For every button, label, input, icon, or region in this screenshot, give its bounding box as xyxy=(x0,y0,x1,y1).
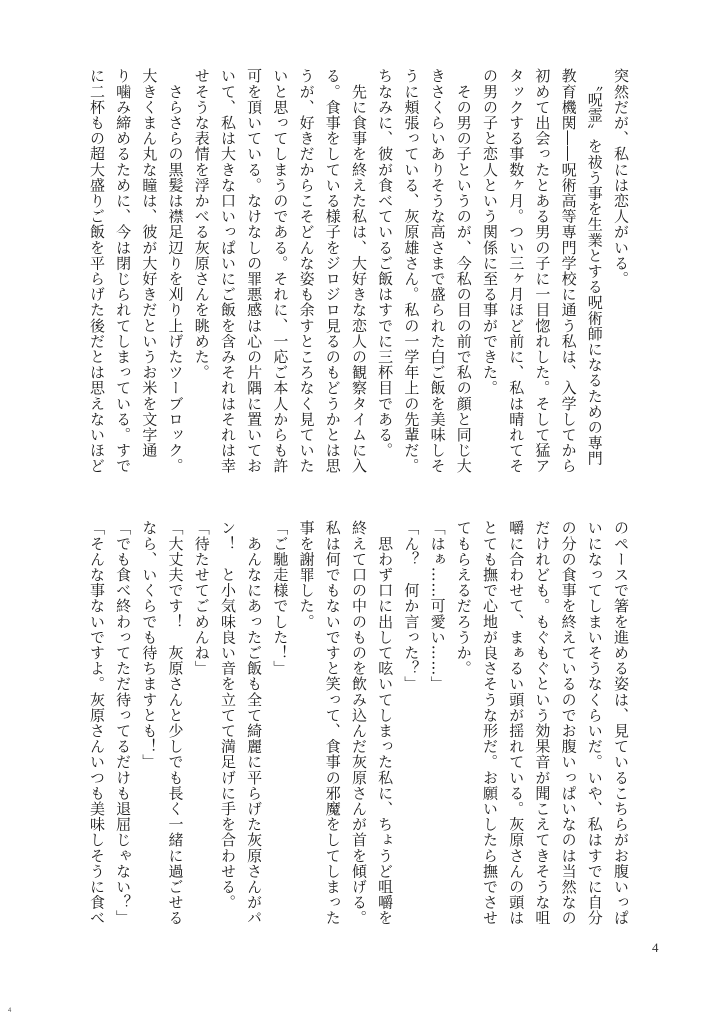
text-line: その男の子というのが、今私の目の前で私の顔と同じ大 xyxy=(454,68,473,474)
text-line: とても撫で心地が良さそうな形だ。お願いしたら撫でさせ xyxy=(480,520,499,926)
text-line: 大きくまん丸な瞳は、彼が大好きだというお米を文字通 xyxy=(140,68,159,458)
text-line: 「ん？ 何か言った？」 xyxy=(402,520,421,692)
text-line: る。食事をしている様子をジロジロ見るのもどうかとは思 xyxy=(323,68,342,474)
text-line: 私は何でもないですと笑って、食事の邪魔をしてしまった xyxy=(323,520,342,926)
text-line: 可を頂いている。なけなしの罪悪感は心の片隅に置いてお xyxy=(245,68,264,474)
text-line: いと思ってしまうのである。それに、一応ご本人からも許 xyxy=(271,68,290,474)
text-line: せそうな表情を浮かべる灰原さんを眺めた。 xyxy=(192,68,211,380)
text-line: 〝呪霊〟を祓う事を生業とする呪術師になるための専門 xyxy=(585,68,604,467)
text-line: あんなにあったご飯も全て綺麗に平らげた灰原さんがパ xyxy=(245,520,264,926)
text-line: 「大丈夫です！ 灰原さんと少しでも長く一緒に過ごせる xyxy=(166,520,185,926)
text-line: てもらえるだろうか。 xyxy=(454,520,473,676)
text-line: の分の食事を終えているのでお腹いっぱいなのは当然なの xyxy=(559,520,578,926)
text-line: 事を謝罪した。 xyxy=(297,520,316,630)
text-line: タックする事数ヶ月。つい三ヶ月ほど前に、私は晴れてそ xyxy=(507,68,526,474)
text-line: の男の子と恋人という関係に至る事ができた。 xyxy=(480,68,499,396)
corner-mark: 4 xyxy=(8,1008,12,1014)
lower-text-block xyxy=(87,520,634,945)
text-line: ちなみに、彼が食べているご飯はすでに三杯目である。 xyxy=(376,68,395,458)
text-line: きさくらいありそうな高さまで盛られた白ご飯を美味しそ xyxy=(428,68,447,474)
text-line: 「待たせてごめんね」 xyxy=(192,520,211,676)
page-number: 4 xyxy=(652,940,659,955)
text-line: り噛み締めるために、今は閉じられてしまっている。すで xyxy=(114,68,133,474)
text-line: ン！ と小気味良い音を立てて満足げに手を合わせる。 xyxy=(218,520,237,910)
text-line: 「でも食べ終わってただ待ってるだけも退屈じゃない？」 xyxy=(114,520,133,926)
text-line: うが、好きだからこそどんな姿も余すところなく見ていた xyxy=(297,68,316,474)
text-line: いになってしまいそうなくらいだ。いや、私はすでに自分 xyxy=(585,520,604,926)
text-line: 「ご馳走様でした！」 xyxy=(271,520,290,676)
text-line: なら、いくらでも待ちますとも！」 xyxy=(140,520,159,770)
text-line: うに頬張っている、灰原雄さん。私の一学年上の先輩だ。 xyxy=(402,68,421,474)
text-line: 突然だが、私には恋人がいる。 xyxy=(612,68,630,287)
text-line: だけれども。もぐもぐという効果音が聞こえてきそうな咀 xyxy=(533,520,552,926)
text-line: に二杯もの超大盛りご飯を平らげた後だとは思えないほど xyxy=(87,68,106,474)
text-line: のペースで箸を進める姿は、見ているこちらがお腹いっぱ xyxy=(612,520,630,926)
text-line: 教育機関――呪術高等専門学校に通う私は、入学してから xyxy=(559,68,578,474)
text-line: いて、私は大きな口いっぱいにご飯を含みそれはそれは幸 xyxy=(218,68,237,474)
text-line: 「はぁ……可愛い……」 xyxy=(428,520,447,692)
text-line: 「そんな事ないですよ。灰原さんいつも美味しそうに食べ xyxy=(87,520,106,926)
text-line: 終えて口の中のものを飲み込んだ灰原さんが首を傾げる。 xyxy=(349,520,368,926)
text-line: 初めて出会ったとある男の子に一目惚れした。そして猛ア xyxy=(533,68,552,474)
text-line: さらさらの黒髪は襟足辺りを刈り上げたツーブロック。 xyxy=(166,68,185,474)
text-line: 嚼に合わせて、まぁるい頭が揺れている。灰原さんの頭は xyxy=(507,520,526,926)
text-line: 思わず口に出して呟いてしまった私に、ちょうど咀嚼を xyxy=(376,520,395,926)
upper-text-block xyxy=(87,68,634,493)
text-line: 先に食事を終えた私は、大好きな恋人の観察タイムに入 xyxy=(349,68,368,474)
